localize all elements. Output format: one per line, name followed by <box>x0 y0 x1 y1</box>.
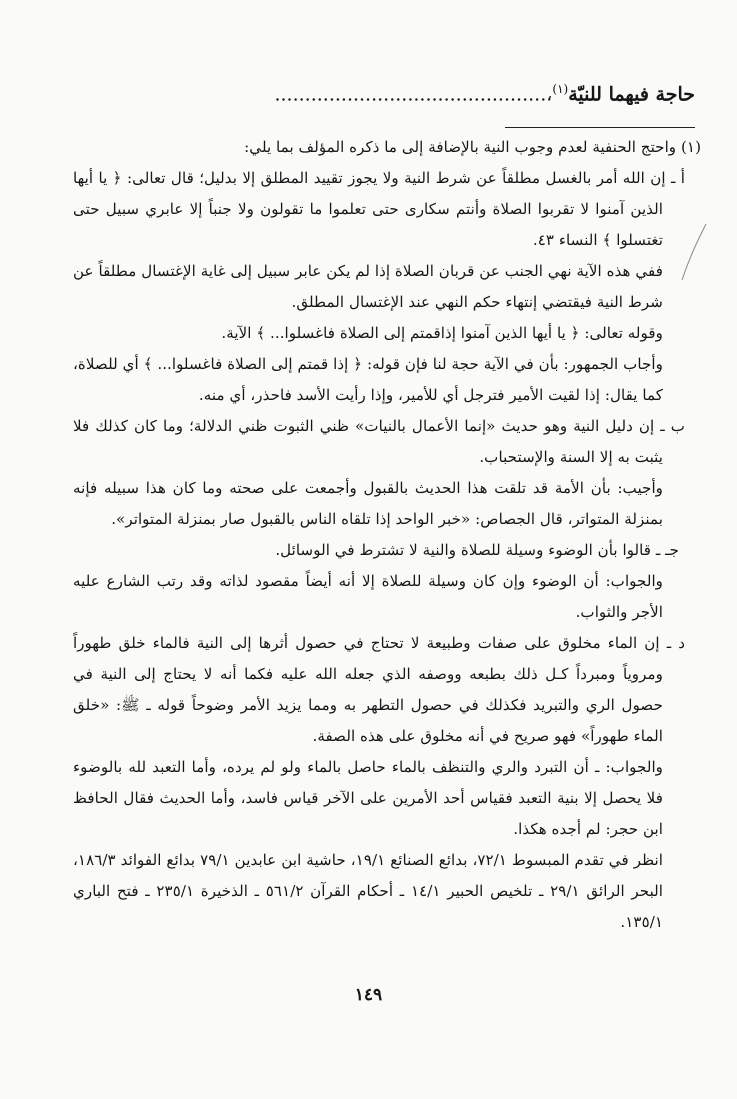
argument-a-verse: وقوله تعالى: ﴿ يا أيها الذين آمنوا إذاقمتم إلى الصلاة فاغسلوا... ﴾ الآية. <box>221 324 663 342</box>
footnote-intro: (١) واحتج الحنفية لعدم وجوب النية بالإضافة إلى ما ذكره المؤلف بما يلي: <box>244 138 701 156</box>
margin-pencil-mark <box>676 222 716 282</box>
footnote-separator-rule <box>505 127 695 128</box>
argument-a-reply: وأجاب الجمهور: بأن في الآية حجة لنا فإن قوله: ﴿ إذا قمتم إلى الصلاة فاغسلوا... ﴾ أي للصلاة، كما يقال: إذا لقيت الأمير فترجل أي للأمير، وإذا رأيت الأسد فاحذر، أي منه. <box>73 355 663 404</box>
header-title: حاجة فيهما للنيّة <box>568 83 695 106</box>
argument-b: ب ـ إن دليل النية وهو حديث «إنما الأعمال بالنيات» ظني الثبوت ظني الدلالة؛ وما كان كذلك فلا يثبت به إلا السنة والإستحباب. <box>73 417 685 466</box>
page-number: ١٤٩ <box>354 985 383 1005</box>
argument-d-reply: والجواب: ـ أن التبرد والري والتنظف بالماء حاصل بالماء ولو لم يرده، وأما التعبد لله بالوضوء فلا يحصل إلا بنية التعبد فقياس أحد الأمرين على الآخر قياس فاسد، وأما الحديث فقال الحافظ ابن حجر: لم أجده هكذا. <box>73 758 663 838</box>
argument-c: جـ ـ قالوا بأن الوضوء وسيلة للصلاة والنية لا تشترط في الوسائل. <box>275 541 679 559</box>
argument-a-explanation: ففي هذه الآية نهي الجنب عن قربان الصلاة إذا لم يكن عابر سبيل إلى غاية الإغتسال مطلقاً عن شرط النية فيقتضي إنتهاء حكم النهي عند الإغتسال المطلق. <box>73 262 663 311</box>
argument-b-reply: وأجيب: بأن الأمة قد تلقت هذا الحديث بالقبول وأجمعت على صحته وما كان هذا سبيله فإنه بمنزلة المتواتر، قال الجصاص: «خبر الواحد إذا تلقاه الناس بالقبول صار بمنزلة المتواتر». <box>73 479 663 528</box>
footnote-body <box>73 132 701 938</box>
header-footnote-marker: (١) <box>552 82 569 96</box>
argument-c-reply: والجواب: أن الوضوء وإن كان وسيلة للصلاة إلا أنه أيضاً مقصود لذاته وقد رتب الشارع عليه الأجر والثواب. <box>73 572 663 621</box>
running-header <box>80 82 695 105</box>
references: انظر في تقدم المبسوط ٧٢/١، بدائع الصنائع ١٩/١، حاشية ابن عابدين ٧٩/١ بدائع الفوائد ١٨٦/٣، البحر الرائق ٢٩/١ ـ تلخيص الحبير ١٤/١ ـ أحكام القرآن ٥٦١/٢ ـ الذخيرة ٢٣٥/١ ـ فتح الباري ١٣٥/١. <box>73 851 663 931</box>
header-dot-leader: ،............................................. <box>274 83 553 106</box>
argument-a: أ ـ إن الله أمر بالغسل مطلقاً عن شرط النية ولا يجوز تقييد المطلق إلا بدليل؛ قال تعالى: ﴿ يا أيها الذين آمنوا لا تقربوا الصلاة وأنتم سكارى حتى تعلموا ما تقولون ولا جنباً إلا عابري سبيل حتى تغتسلوا ﴾ النساء ٤٣. <box>73 169 685 249</box>
argument-d: د ـ إن الماء مخلوق على صفات وطبيعة لا تحتاج في حصول أثرها إلى النية فالماء خلق طهوراً ومروياً ومبرداً كـل ذلك بطبعه ووصفه الذي جعله الله عليه فكما أنه لا يحتاج إلى النية في حصول الري والتبريد فكذلك في حصول التطهر به ومما يزيد الأمر وضوحاً قوله ـ ﷺ: «خلق الماء طهوراً» فهو صريح في أنه مخلوق على هذه الصفة. <box>73 634 685 745</box>
